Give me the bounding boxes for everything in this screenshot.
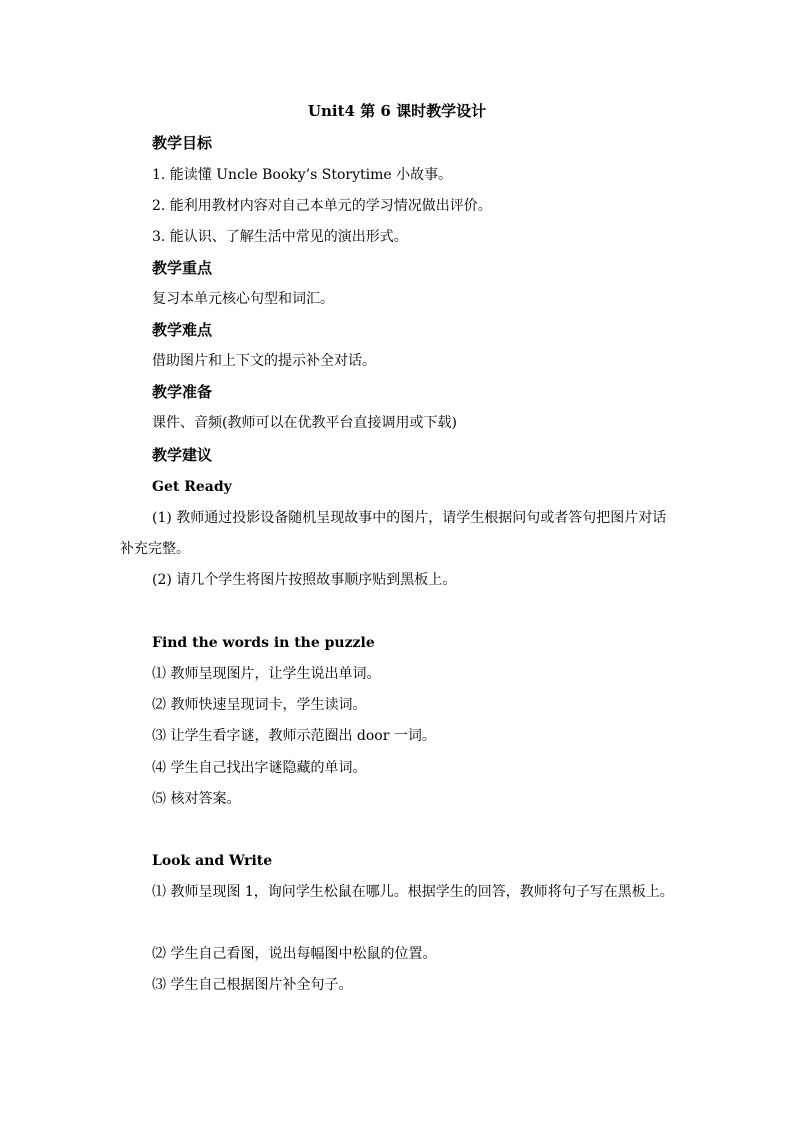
objective-item-2: 2. 能利用教材内容对自己本单元的学习情况做出评价。 bbox=[152, 198, 492, 214]
find-words-item-2: ⑵ 教师快速呈现词卡，学生读词。 bbox=[152, 697, 367, 713]
look-write-item-2: ⑵ 学生自己看图，说出每幅图中松鼠的位置。 bbox=[152, 946, 437, 962]
objective-item-1: 1. 能读懂 Uncle Booky’s Storytime 小故事。 bbox=[152, 167, 453, 183]
page-title: Unit4 第 6 课时教学设计 bbox=[307, 102, 487, 120]
objectives-heading: 教学目标 bbox=[152, 134, 213, 152]
objective-item-3: 3. 能认识、了解生活中常见的演出形式。 bbox=[152, 229, 408, 245]
find-words-heading: Find the words in the puzzle bbox=[152, 635, 375, 651]
find-words-item-5: ⑸ 核对答案。 bbox=[152, 791, 241, 807]
suggestions-heading: 教学建议 bbox=[152, 446, 213, 464]
find-words-item-4: ⑷ 学生自己找出字谜隐藏的单词。 bbox=[152, 760, 367, 776]
difficulties-text: 借助图片和上下文的提示补全对话。 bbox=[152, 353, 376, 369]
key-points-text: 复习本单元核心句型和词汇。 bbox=[152, 291, 334, 307]
difficulties-heading: 教学难点 bbox=[152, 321, 213, 339]
look-write-heading: Look and Write bbox=[152, 853, 273, 869]
find-words-item-3: ⑶ 让学生看字谜，教师示范圈出 door 一词。 bbox=[152, 728, 436, 744]
preparation-text: 课件、音频(教师可以在优教平台直接调用或下载) bbox=[152, 415, 457, 431]
look-write-item-3: ⑶ 学生自己根据图片补全句子。 bbox=[152, 977, 353, 993]
get-ready-item-2: (2) 请几个学生将图片按照故事顺序贴到黑板上。 bbox=[152, 572, 457, 588]
get-ready-item-1: (1) 教师通过投影设备随机呈现故事中的图片，请学生根据问句或者答句把图片对话补充完整。 bbox=[120, 510, 667, 557]
look-write-item-1: ⑴ 教师呈现图 1，询问学生松鼠在哪儿。根据学生的回答，教师将句子写在黑板上。 bbox=[152, 884, 674, 900]
preparation-heading: 教学准备 bbox=[152, 383, 213, 401]
key-points-heading: 教学重点 bbox=[152, 259, 213, 277]
find-words-item-1: ⑴ 教师呈现图片，让学生说出单词。 bbox=[152, 666, 381, 682]
get-ready-heading: Get Ready bbox=[152, 479, 232, 495]
